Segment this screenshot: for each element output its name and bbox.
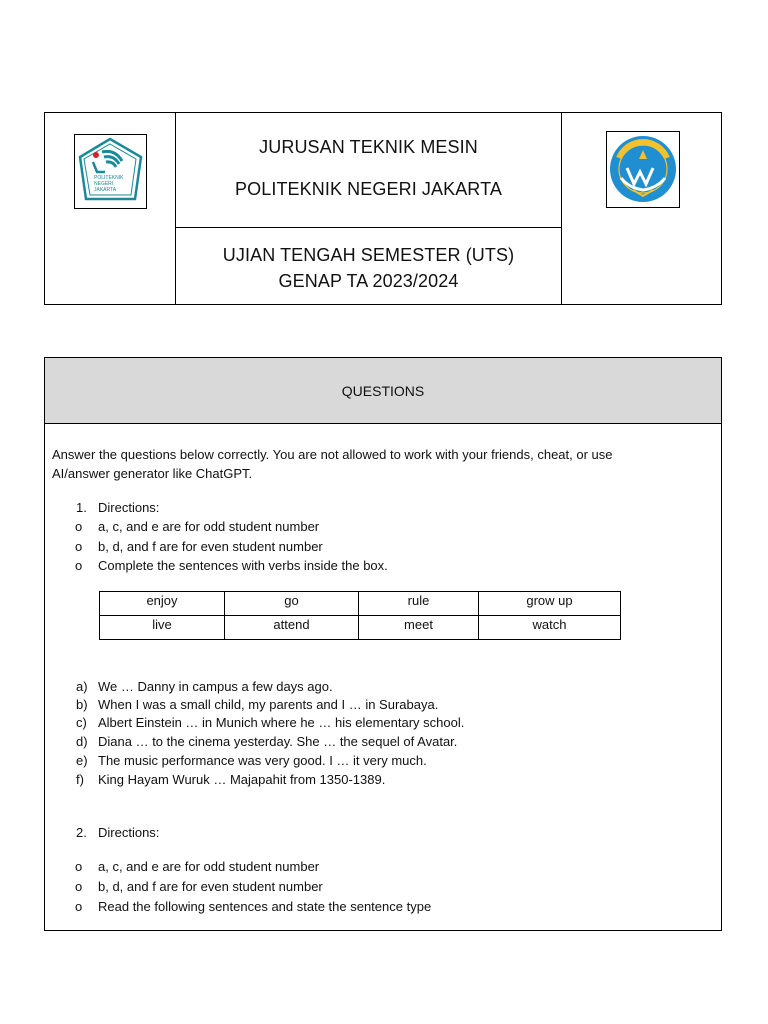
- verbs-table: [99, 591, 621, 640]
- verb-cell: enjoy: [100, 592, 225, 616]
- logo-word-2: NEGERI: [94, 181, 114, 187]
- q1-item-text: We … Danny in campus a few days ago.: [98, 679, 333, 694]
- bullet-marker: o: [75, 879, 83, 894]
- exam-title: UJIAN TENGAH SEMESTER (UTS): [222, 245, 515, 265]
- institution-cell: [176, 113, 561, 228]
- q2-number: 2.: [76, 825, 87, 840]
- bullet-marker: o: [75, 859, 83, 874]
- logo-word-1: POLITEKNIK: [94, 175, 124, 181]
- q1-item-letter: c): [76, 715, 87, 730]
- q1-directions-title: Directions:: [98, 500, 160, 515]
- verb-cell: grow up: [479, 592, 621, 616]
- bullet-marker: o: [75, 519, 83, 534]
- q1-item-letter: d): [76, 734, 88, 749]
- verb-cell: live: [100, 616, 225, 640]
- verbs-row: [100, 616, 621, 640]
- instructions-line-2: AI/answer generator like ChatGPT.: [52, 466, 253, 481]
- verb-cell: meet: [359, 616, 479, 640]
- verb-cell: go: [225, 592, 359, 616]
- department-title: JURUSAN TEKNIK MESIN: [259, 137, 478, 157]
- q1-item-letter: e): [76, 753, 88, 768]
- q1-bullet-2: b, d, and f are for even student number: [98, 539, 323, 554]
- q1-bullet-1: a, c, and e are for odd student number: [98, 519, 320, 534]
- logo-word-3: JAKARTA: [94, 187, 117, 193]
- right-logo-cell: [561, 113, 721, 304]
- q1-item-text: When I was a small child, my parents and I … in Surabaya.: [98, 697, 439, 712]
- left-logo-cell: [45, 113, 176, 304]
- questions-heading: QUESTIONS: [45, 358, 721, 424]
- q1-item-text: The music performance was very good. I … it very much.: [98, 753, 427, 768]
- verb-cell: rule: [359, 592, 479, 616]
- q1-bullet-3: Complete the sentences with verbs inside the box.: [98, 558, 388, 573]
- pnj-logo-icon: [75, 135, 146, 208]
- verb-cell: watch: [479, 616, 621, 640]
- q2-bullet-2: b, d, and f are for even student number: [98, 879, 323, 894]
- q1-item-text: Albert Einstein … in Munich where he … his elementary school.: [98, 715, 465, 730]
- q1-item-letter: a): [76, 679, 88, 694]
- questions-section: [44, 357, 722, 931]
- instructions-line-1: Answer the questions below correctly. You are not allowed to work with your friends, cheat, or use: [52, 447, 613, 462]
- q1-item-letter: b): [76, 697, 88, 712]
- q1-item-text: King Hayam Wuruk … Majapahit from 1350-1389.: [98, 772, 386, 787]
- pnj-logo: [74, 134, 147, 209]
- q2-directions-title: Directions:: [98, 825, 160, 840]
- q1-item-letter: f): [76, 772, 84, 787]
- bullet-marker: o: [75, 899, 83, 914]
- exam-title-cell: [176, 228, 561, 304]
- q2-bullet-3: Read the following sentences and state the sentence type: [98, 899, 432, 914]
- verbs-row: [100, 592, 621, 616]
- verb-cell: attend: [225, 616, 359, 640]
- q1-number: 1.: [76, 500, 87, 515]
- tut-wuri-handayani-logo: [606, 131, 680, 208]
- institution-title: POLITEKNIK NEGERI JAKARTA: [235, 179, 502, 199]
- q2-bullet-1: a, c, and e are for odd student number: [98, 859, 320, 874]
- exam-term: GENAP TA 2023/2024: [278, 271, 459, 291]
- bullet-marker: o: [75, 539, 83, 554]
- exam-header: [44, 112, 722, 305]
- tut-wuri-handayani-emblem-icon: [607, 132, 679, 207]
- bullet-marker: o: [75, 558, 83, 573]
- q1-item-text: Diana … to the cinema yesterday. She … the sequel of Avatar.: [98, 734, 458, 749]
